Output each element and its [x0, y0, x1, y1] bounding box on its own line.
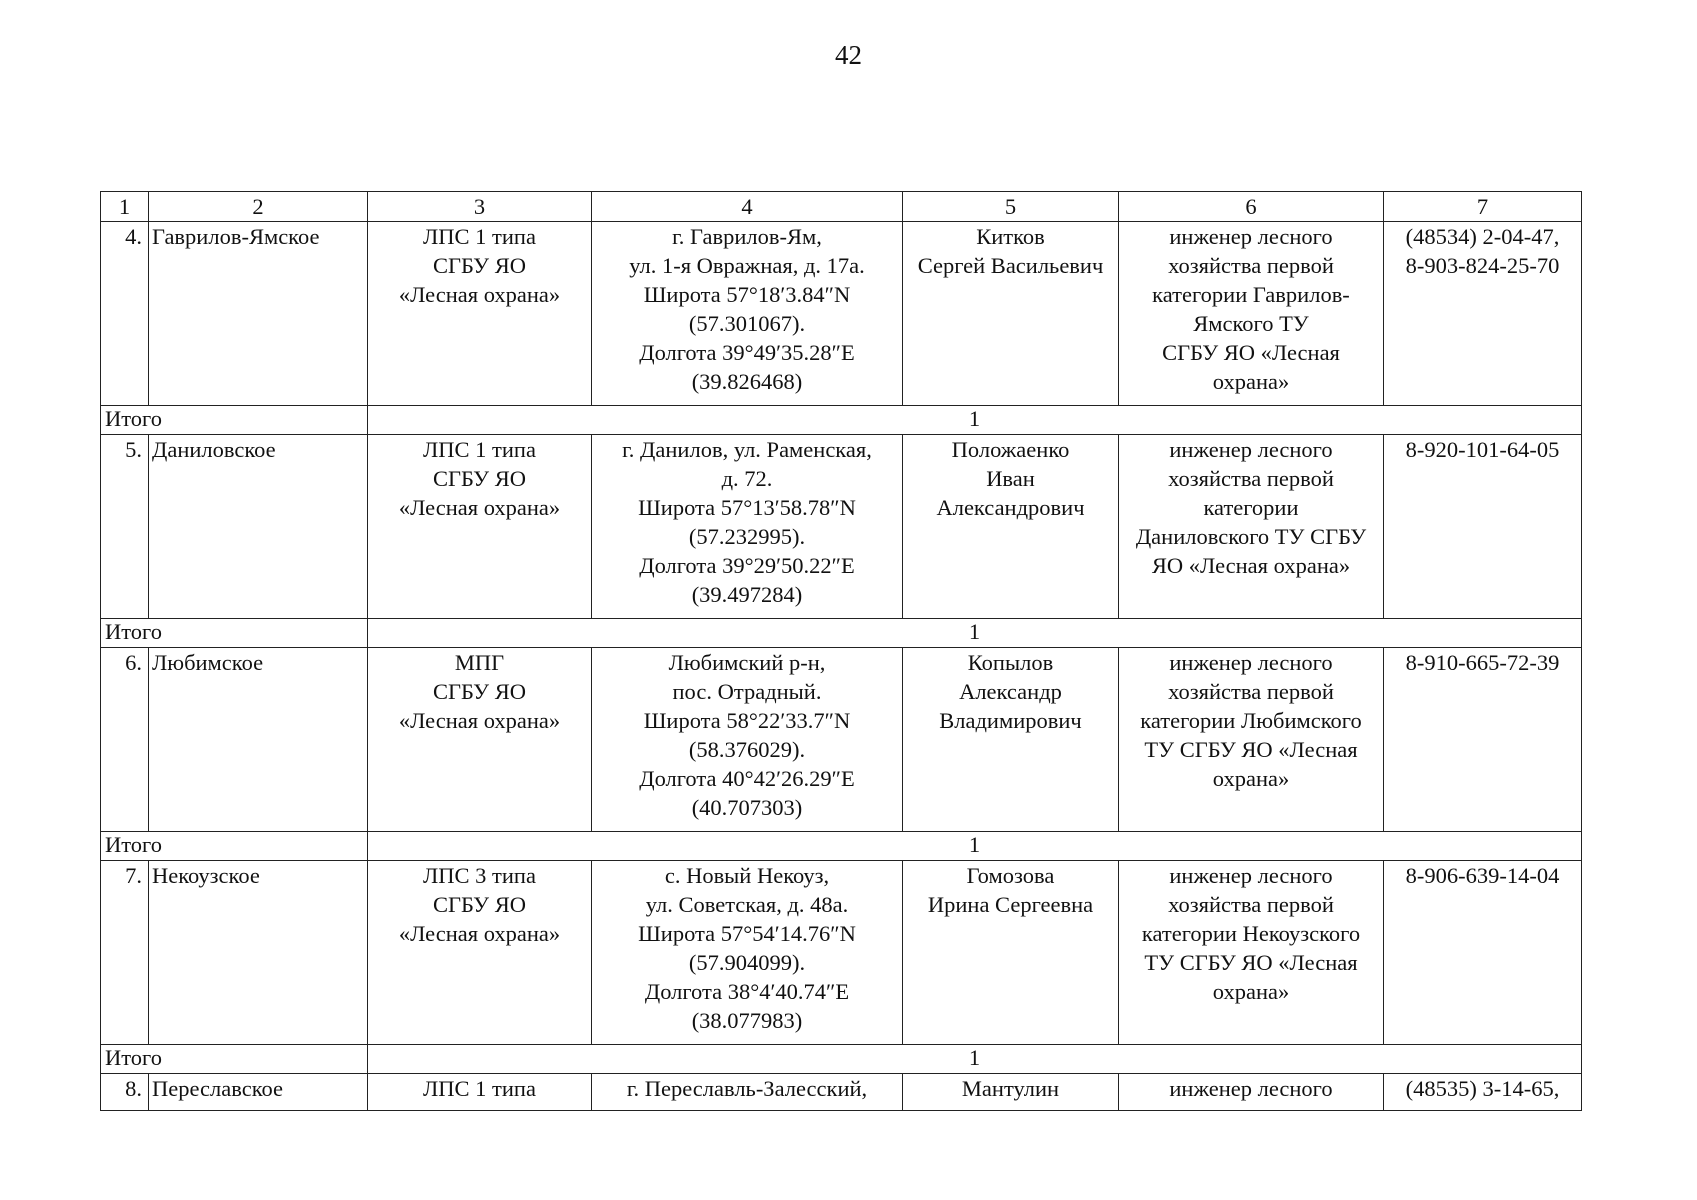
position-line: категории Некоузского — [1141, 921, 1361, 946]
total-row — [101, 406, 1582, 435]
district-name: Некоузское — [149, 861, 368, 1045]
address-line: г. Данилов, ул. Раменская, — [622, 437, 872, 462]
address — [592, 648, 903, 832]
position-line: ТУ СГБУ ЯО «Лесная — [1144, 737, 1358, 762]
unit-type-line: ЛПС 1 типа — [423, 224, 536, 249]
column-number-row — [101, 192, 1582, 222]
address — [592, 435, 903, 619]
position-line: хозяйства первой — [1168, 679, 1334, 704]
table-row — [101, 648, 1582, 832]
responsible-person-line: Гомозова — [966, 863, 1055, 888]
unit-type-line: СГБУ ЯО — [433, 679, 526, 704]
address-line: с. Новый Некоуз, — [664, 863, 830, 888]
address-line: Любимский р-н, — [668, 650, 826, 675]
phone-line: 8-910-665-72-39 — [1405, 650, 1560, 675]
total-row — [101, 832, 1582, 861]
position-line: инженер лесного — [1169, 863, 1333, 888]
total-value: 1 — [368, 1045, 1582, 1074]
column-number: 2 — [149, 192, 368, 222]
address-line: г. Гаврилов-Ям, — [672, 224, 822, 249]
responsible-person — [903, 861, 1119, 1045]
position — [1119, 1074, 1384, 1111]
row-number: 6. — [101, 648, 149, 832]
unit-type-line: ЛПС 1 типа — [423, 1076, 536, 1101]
address-line: (40.707303) — [691, 795, 803, 820]
unit-type-line: «Лесная охрана» — [398, 708, 561, 733]
responsible-person-line: Владимирович — [939, 708, 1082, 733]
position-line: категории Любимского — [1140, 708, 1362, 733]
responsible-person — [903, 222, 1119, 406]
responsible-person-line: Мантулин — [961, 1076, 1060, 1101]
address-line: Широта 58°22′33.7″N — [643, 708, 851, 733]
phone-line: 8-920-101-64-05 — [1405, 437, 1560, 462]
table-row — [101, 1074, 1582, 1111]
unit-type-line: СГБУ ЯО — [433, 892, 526, 917]
responsible-person-line: Иван — [986, 466, 1035, 491]
position-line: инженер лесного — [1169, 437, 1333, 462]
address-line: ул. Советская, д. 48а. — [645, 892, 849, 917]
responsible-person-line: Сергей Васильевич — [917, 253, 1104, 278]
row-number: 8. — [101, 1074, 149, 1111]
total-label: Итого — [101, 406, 368, 435]
unit-type-line: ЛПС 3 типа — [423, 863, 536, 888]
phone — [1384, 435, 1582, 619]
unit-type-line: СГБУ ЯО — [433, 466, 526, 491]
district-name: Любимское — [149, 648, 368, 832]
position — [1119, 222, 1384, 406]
phone-line: (48534) 2-04-47, — [1405, 224, 1560, 249]
district-name: Переславское — [149, 1074, 368, 1111]
phone — [1384, 222, 1582, 406]
position-line: Ямского ТУ — [1193, 311, 1309, 336]
unit-type-line: СГБУ ЯО — [433, 253, 526, 278]
responsible-person-line: Китков — [976, 224, 1045, 249]
total-label: Итого — [101, 619, 368, 648]
position-line: категории Гаврилов- — [1152, 282, 1350, 307]
position-line: инженер лесного — [1169, 224, 1333, 249]
responsible-person-line: Ирина Сергеевна — [927, 892, 1094, 917]
address-line: Долгота 39°49′35.28″E — [639, 340, 855, 365]
position-line: СГБУ ЯО «Лесная — [1162, 340, 1340, 365]
address-line: г. Переславль-Залесский, — [626, 1076, 868, 1101]
phone — [1384, 1074, 1582, 1111]
total-row — [101, 619, 1582, 648]
position-line: хозяйства первой — [1168, 253, 1334, 278]
total-value: 1 — [368, 406, 1582, 435]
responsible-person — [903, 648, 1119, 832]
unit-type-line: «Лесная охрана» — [398, 921, 561, 946]
responsible-person-line: Александр — [959, 679, 1062, 704]
position-line: инженер лесного — [1169, 1076, 1333, 1101]
address-line: (57.301067). — [688, 311, 806, 336]
position-line: охрана» — [1212, 766, 1290, 791]
unit-type-line: «Лесная охрана» — [398, 282, 561, 307]
unit-type-line: ЛПС 1 типа — [423, 437, 536, 462]
position-line: категории — [1203, 495, 1299, 520]
phone-line: 8-906-639-14-04 — [1405, 863, 1560, 888]
table-row — [101, 861, 1582, 1045]
row-number: 4. — [101, 222, 149, 406]
unit-type — [368, 1074, 592, 1111]
position-line: хозяйства первой — [1168, 892, 1334, 917]
total-label: Итого — [101, 1045, 368, 1074]
address-line: д. 72. — [721, 466, 773, 491]
registry-table — [100, 191, 1582, 1111]
row-number: 7. — [101, 861, 149, 1045]
column-number: 3 — [368, 192, 592, 222]
address-line: Широта 57°54′14.76″N — [638, 921, 856, 946]
address-line: (57.232995). — [688, 524, 806, 549]
phone-line: (48535) 3-14-65, — [1405, 1076, 1560, 1101]
district-name: Даниловское — [149, 435, 368, 619]
unit-type — [368, 648, 592, 832]
position-line: охрана» — [1212, 979, 1290, 1004]
address-line: Долгота 39°29′50.22″E — [639, 553, 855, 578]
unit-type — [368, 861, 592, 1045]
district-name: Гаврилов-Ямское — [149, 222, 368, 406]
address-line: пос. Отрадный. — [672, 679, 822, 704]
column-number: 5 — [903, 192, 1119, 222]
total-value: 1 — [368, 619, 1582, 648]
address-line: (39.497284) — [691, 582, 803, 607]
responsible-person — [903, 435, 1119, 619]
responsible-person — [903, 1074, 1119, 1111]
address-line: (38.077983) — [691, 1008, 803, 1033]
table-row — [101, 435, 1582, 619]
column-number: 7 — [1384, 192, 1582, 222]
phone — [1384, 861, 1582, 1045]
phone-line: 8-903-824-25-70 — [1405, 253, 1560, 278]
position-line: ЯО «Лесная охрана» — [1151, 553, 1351, 578]
address-line: (39.826468) — [691, 369, 803, 394]
responsible-person-line: Александрович — [936, 495, 1085, 520]
row-number: 5. — [101, 435, 149, 619]
address — [592, 861, 903, 1045]
responsible-person-line: Копылов — [967, 650, 1054, 675]
address-line: Долгота 38°4′40.74″E — [644, 979, 850, 1004]
unit-type-line: МПГ — [454, 650, 505, 675]
total-row — [101, 1045, 1582, 1074]
responsible-person-line: Положаенко — [951, 437, 1070, 462]
unit-type — [368, 222, 592, 406]
address — [592, 222, 903, 406]
table-row — [101, 222, 1582, 406]
position-line: ТУ СГБУ ЯО «Лесная — [1144, 950, 1358, 975]
column-number: 4 — [592, 192, 903, 222]
position-line: охрана» — [1212, 369, 1290, 394]
position-line: хозяйства первой — [1168, 466, 1334, 491]
position — [1119, 435, 1384, 619]
address-line: Широта 57°13′58.78″N — [638, 495, 856, 520]
total-value: 1 — [368, 832, 1582, 861]
position-line: Даниловского ТУ СГБУ — [1135, 524, 1367, 549]
column-number: 6 — [1119, 192, 1384, 222]
address — [592, 1074, 903, 1111]
address-line: ул. 1-я Овражная, д. 17а. — [629, 253, 865, 278]
phone — [1384, 648, 1582, 832]
position-line: инженер лесного — [1169, 650, 1333, 675]
unit-type-line: «Лесная охрана» — [398, 495, 561, 520]
column-number: 1 — [101, 192, 149, 222]
unit-type — [368, 435, 592, 619]
total-label: Итого — [101, 832, 368, 861]
address-line: Долгота 40°42′26.29″E — [639, 766, 855, 791]
address-line: (57.904099). — [688, 950, 806, 975]
address-line: (58.376029). — [688, 737, 806, 762]
address-line: Широта 57°18′3.84″N — [643, 282, 851, 307]
position — [1119, 648, 1384, 832]
page-number: 42 — [835, 40, 862, 70]
position — [1119, 861, 1384, 1045]
